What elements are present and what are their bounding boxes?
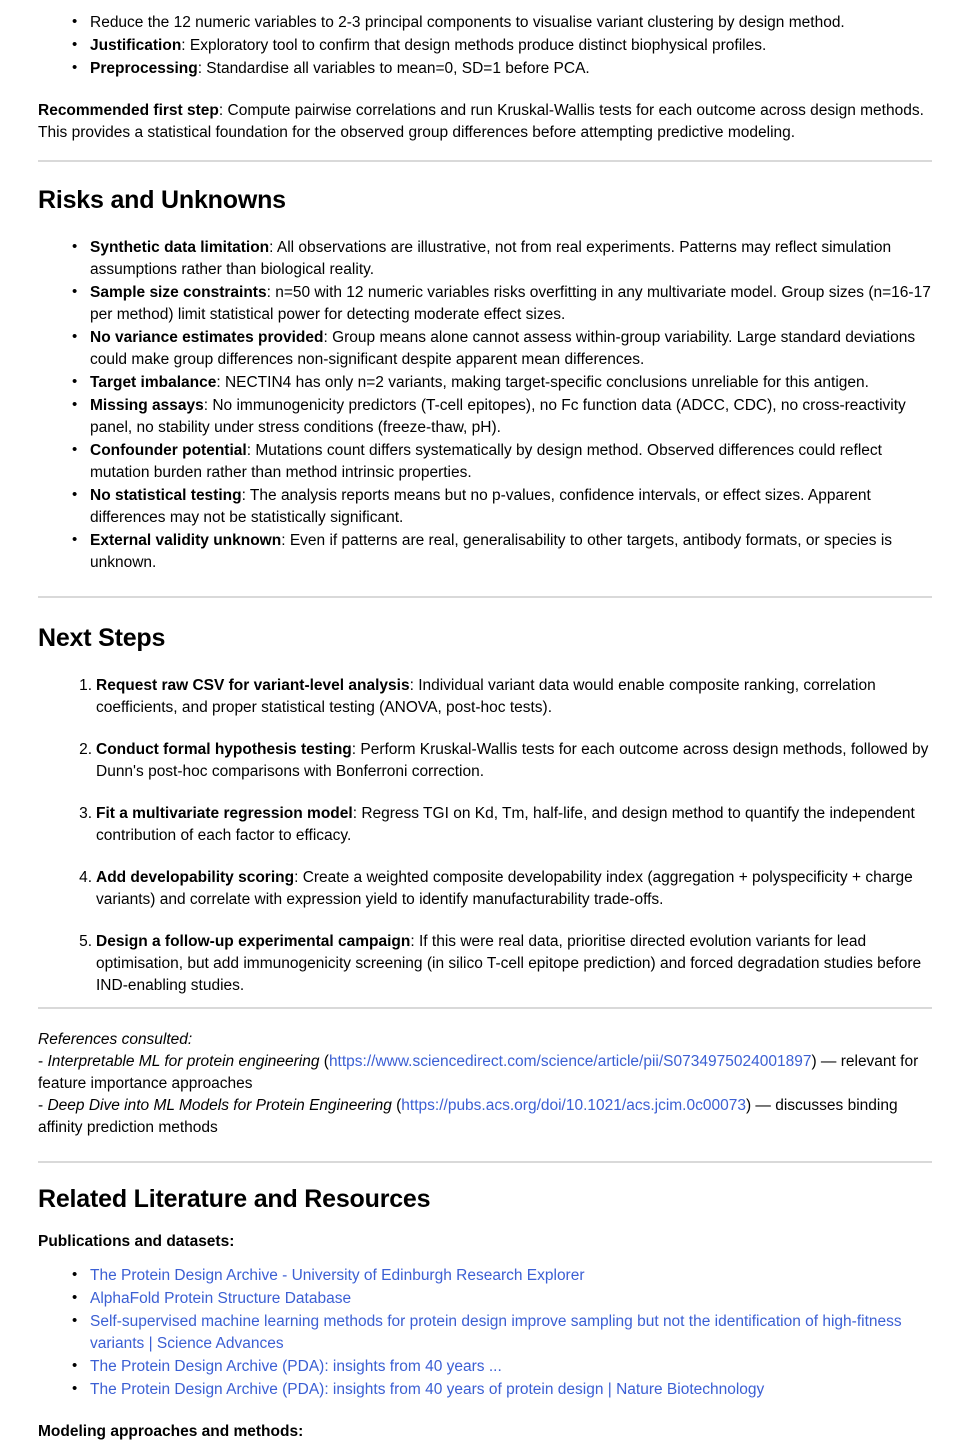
recommended-text: : Compute pairwise correlations and run Kruskal-Wallis tests for each outcome across design methods. This provides a statistical foundation for the observed group differences before attempting predictive modeling. [38, 102, 924, 141]
related-literature-section-title: Related Literature and Resources [38, 1184, 431, 1213]
list-item [90, 35, 932, 57]
next-steps-ordered-list [38, 675, 932, 997]
references-heading: References consulted: [38, 1030, 193, 1048]
reference-close-paren: ) [745, 1096, 756, 1114]
risk-lead: Target imbalance [90, 373, 217, 391]
risk-text: : NECTIN4 has only n=2 variants, making target-specific conclusions unreliable for this antigen. [216, 373, 869, 391]
reference-url-link[interactable]: https://pubs.acs.org/doi/10.1021/acs.jcim.0c00073 [401, 1096, 746, 1114]
reference-dash: - [38, 1096, 48, 1114]
step-text: : If this were real data, prioritise directed evolution variants for lead optimisation, but add immunogenicity screening (in silico T-cell epitope prediction) and forced degradation studies before IND-enabling studies. [96, 932, 922, 994]
step-lead: Request raw CSV for variant-level analysis [96, 676, 410, 694]
risk-lead: Sample size constraints [90, 283, 267, 301]
bullet-text: : Standardise all variables to mean=0, SD=1 before PCA. [197, 60, 590, 77]
bullet-text: Reduce the 12 numeric variables to 2-3 principal components to visualise variant clustering by design method. [90, 14, 845, 31]
pca-approach-bullet-list [38, 12, 932, 80]
section-divider [38, 596, 932, 598]
step-text: : Regress TGI on Kd, Tm, half-life, and design method to quantify the independent contribution of each factor to efficacy. [96, 804, 915, 844]
step-text: : Individual variant data would enable composite ranking, correlation coefficients, and proper statistical testing (ANOVA, post-hoc tests). [96, 676, 876, 716]
list-item [90, 1311, 932, 1355]
list-item [96, 931, 932, 997]
risk-text: : Even if patterns are real, generalisability to other targets, antibody formats, or species is unknown. [90, 531, 893, 571]
reference-note: — discusses binding affinity prediction methods [38, 1096, 898, 1136]
list-item [96, 675, 932, 719]
section-divider [38, 1007, 932, 1009]
list-item [96, 867, 932, 911]
risk-text: : The analysis reports means but no p-values, confidence intervals, or effect sizes. Apparent differences may not be statistically significant. [90, 486, 871, 526]
step-text: : Create a weighted composite developability index (aggregation + polyspecificity + charge variants) and correlate with expression yield to identify manufacturability trade-offs. [96, 868, 913, 908]
table-row [90, 372, 932, 394]
risk-text: : No immunogenicity predictors (T-cell epitopes), no Fc function data (ADCC, CDC), no cross-reactivity panel, no stability under stress conditions (freeze-thaw, pH). [90, 396, 906, 436]
modeling-approaches-subheading: Modeling approaches and methods: [38, 1423, 304, 1441]
list-item [90, 1356, 932, 1378]
publication-link[interactable]: Self-supervised machine learning methods for protein design improve sampling but not the identification of high-fitness variants | Science Advances [90, 1313, 902, 1353]
recommended-lead: Recommended first step [38, 102, 219, 119]
publication-link[interactable]: The Protein Design Archive - University of Edinburgh Research Explorer [90, 1267, 585, 1285]
table-row [90, 237, 932, 281]
risk-text: : Mutations count differs systematically by design method. Observed differences could reflect mutation burden rather than method intrinsic properties. [90, 441, 882, 481]
reference-entry [38, 1051, 932, 1095]
list-item [90, 12, 932, 34]
publication-link[interactable]: The Protein Design Archive (PDA): insights from 40 years of protein design | Nature Biotechnology [90, 1381, 765, 1399]
references-block [38, 1029, 932, 1139]
reference-url-link[interactable]: https://www.sciencedirect.com/science/article/pii/S0734975024001897 [328, 1052, 812, 1070]
reference-dash: - [38, 1052, 48, 1070]
reference-note: — relevant for feature importance approaches [38, 1052, 919, 1092]
next-steps-section-title: Next Steps [38, 623, 166, 652]
bullet-lead: Preprocessing [90, 60, 198, 77]
risk-lead: No statistical testing [90, 486, 242, 504]
risk-text: : Group means alone cannot assess within-group variability. Large standard deviations could make group differences non-significant despite apparent mean differences. [90, 328, 916, 368]
table-row [90, 282, 932, 326]
step-lead: Conduct formal hypothesis testing [96, 740, 352, 758]
section-divider [38, 160, 932, 162]
step-lead: Add developability scoring [96, 868, 295, 886]
risk-lead: No variance estimates provided [90, 328, 324, 346]
reference-entry [38, 1095, 932, 1139]
reference-open-paren: ( [319, 1052, 329, 1070]
list-item [90, 1379, 932, 1401]
risk-lead: Confounder potential [90, 441, 247, 459]
risk-lead: Synthetic data limitation [90, 238, 270, 256]
risk-lead: External validity unknown [90, 531, 282, 549]
list-item [90, 58, 932, 80]
recommended-first-step-paragraph [38, 100, 932, 144]
bullet-lead: Justification [90, 37, 182, 54]
step-lead: Fit a multivariate regression model [96, 804, 353, 822]
risk-text: : n=50 with 12 numeric variables risks overfitting in any multivariate model. Group sizes (n=16-17 per method) limit statistical power for detecting moderate effect sizes. [90, 283, 931, 323]
reference-title: Deep Dive into ML Models for Protein Engineering [47, 1096, 392, 1114]
list-item [90, 1288, 932, 1310]
step-text: : Perform Kruskal-Wallis tests for each outcome across design methods, followed by Dunn's post-hoc comparisons with Bonferroni correction. [96, 740, 929, 780]
publication-link[interactable]: AlphaFold Protein Structure Database [90, 1290, 352, 1308]
list-item [96, 739, 932, 783]
risk-text: : All observations are illustrative, not from real experiments. Patterns may reflect simulation assumptions rather than biological reality. [90, 238, 892, 278]
risks-section-title: Risks and Unknowns [38, 186, 286, 214]
reference-title: Interpretable ML for protein engineering [47, 1052, 320, 1070]
section-divider [38, 1161, 932, 1163]
publications-link-list [38, 1265, 932, 1401]
reference-close-paren: ) [811, 1052, 821, 1070]
step-lead: Design a follow-up experimental campaign [96, 932, 411, 950]
table-row [90, 327, 932, 371]
table-row [90, 485, 932, 529]
publication-link[interactable]: The Protein Design Archive (PDA): insights from 40 years ... [90, 1358, 502, 1376]
table-row [90, 440, 932, 484]
list-item [90, 1265, 932, 1287]
risks-bullet-list [38, 237, 932, 574]
risk-lead: Missing assays [90, 396, 204, 414]
publications-subheading: Publications and datasets: [38, 1233, 235, 1251]
list-item [96, 803, 932, 847]
table-row [90, 395, 932, 439]
bullet-text: : Exploratory tool to confirm that design methods produce distinct biophysical profiles. [181, 37, 767, 54]
table-row [90, 530, 932, 574]
reference-open-paren: ( [391, 1096, 402, 1114]
